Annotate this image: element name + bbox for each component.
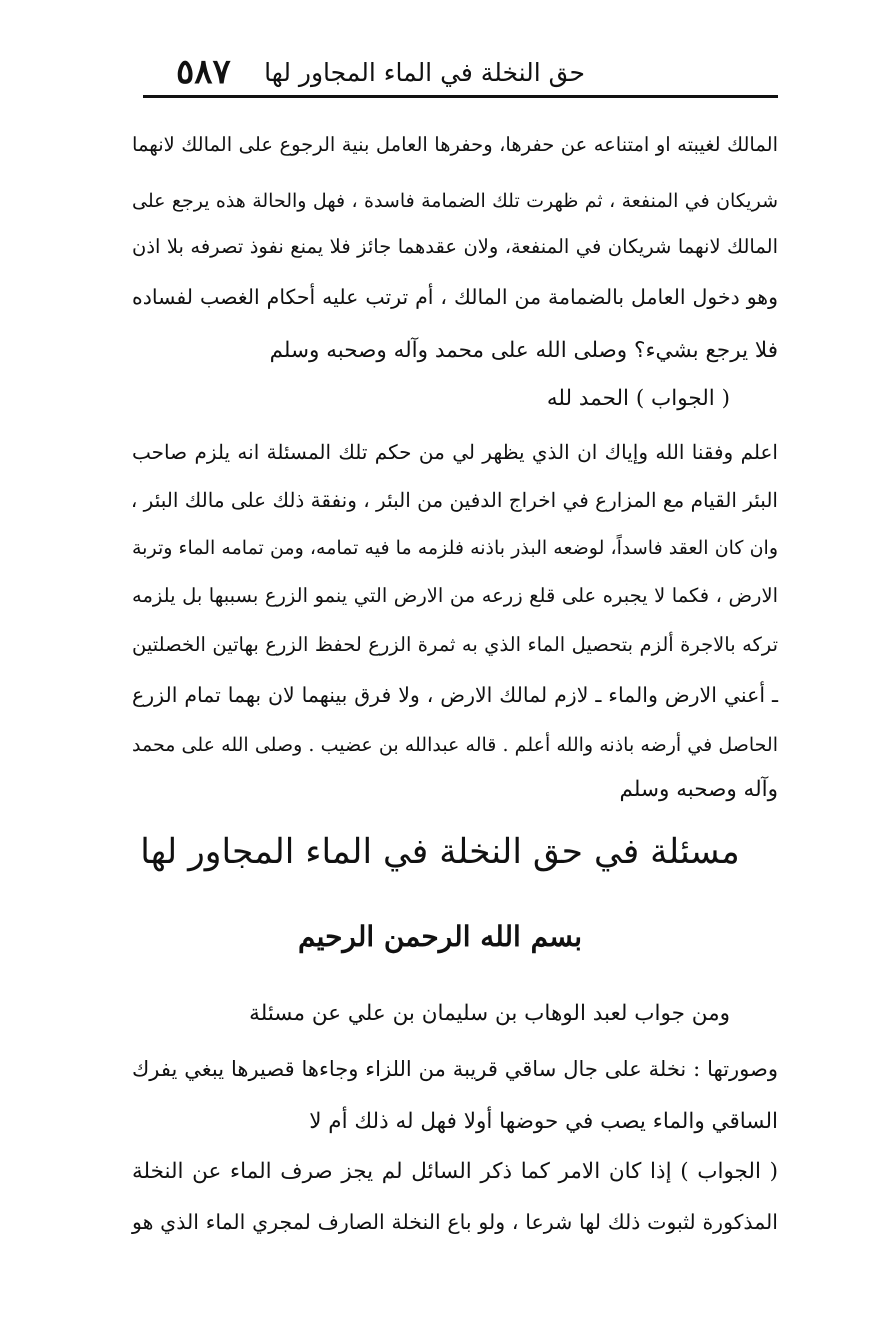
- text-line: تركه بالاجرة ألزم بتحصيل الماء الذي به ثمرة الزرع لحفظ الزرع بهاتين الخصلتين: [132, 633, 778, 656]
- text-line: وان كان العقد فاسداً، لوضعه البذر باذنه فلزمه ما فيه تمامه، ومن تمامه الماء وتربة: [132, 537, 778, 559]
- text-line: فلا يرجع بشيء؟ وصلى الله على محمد وآله وصحبه وسلم: [269, 338, 778, 363]
- section-heading: مسئلة في حق النخلة في الماء المجاور لها: [140, 832, 740, 872]
- text-line: وآله وصحبه وسلم: [619, 777, 778, 802]
- text-line: الارض ، فكما لا يجبره على قلع زرعه من الارض التي ينمو الزرع بسببها بل يلزمه: [132, 584, 778, 607]
- text-line: شريكان في المنفعة ، ثم ظهرت تلك الضمامة فاسدة ، فهل والحالة هذه يرجع على: [132, 190, 778, 212]
- running-title: حق النخلة في الماء المجاور لها: [264, 58, 585, 87]
- text-line: ومن جواب لعبد الوهاب بن سليمان بن علي عن مسئلة: [249, 1001, 730, 1026]
- text-line: اعلم وفقنا الله وإياك ان الذي يظهر لي من حكم تلك المسئلة انه يلزم صاحب: [132, 440, 778, 464]
- text-line: ( الجواب ) إذا كان الامر كما ذكر السائل لم يجز صرف الماء عن النخلة: [132, 1159, 778, 1184]
- text-line: وصورتها : نخلة على جال ساقي قريبة من اللزاء وجاءها قصيرها يبغي يفرك: [132, 1057, 778, 1081]
- text-line: وهو دخول العامل بالضمامة من المالك ، أم ترتب عليه أحكام الغصب لفساده: [132, 285, 778, 309]
- answer-label: ( الجواب ) الحمد لله: [546, 386, 730, 411]
- text-line: المالك لانهما شريكان في المنفعة، ولان عقدهما جائز فلا يمنع نفوذ تصرفه بلا اذن: [132, 235, 778, 258]
- text-line: المذكورة لثبوت ذلك لها شرعا ، ولو باع النخلة الصارف لمجري الماء الذي هو: [132, 1210, 778, 1234]
- text-line: ـ أعني الارض والماء ـ لازم لمالك الارض ، ولا فرق بينهما لان بهما تمام الزرع: [132, 683, 778, 707]
- text-line: الساقي والماء يصب في حوضها أولا فهل له ذلك أم لا: [309, 1109, 778, 1134]
- basmala: بسم الله الرحمن الرحيم: [298, 920, 582, 953]
- running-header: [140, 48, 775, 96]
- header-rule: [143, 95, 778, 98]
- text-line: الحاصل في أرضه باذنه والله أعلم . قاله عبدالله بن عضيب . وصلى الله على محمد: [132, 734, 778, 756]
- page-number: ٥٨٧: [176, 52, 231, 92]
- text-line: المالك لغيبته او امتناعه عن حفرها، وحفرها العامل بنية الرجوع على المالك لانهما: [132, 133, 778, 156]
- text-line: البئر القيام مع المزارع في اخراج الدفين من البئر ، ونفقة ذلك على مالك البئر ،: [130, 488, 778, 512]
